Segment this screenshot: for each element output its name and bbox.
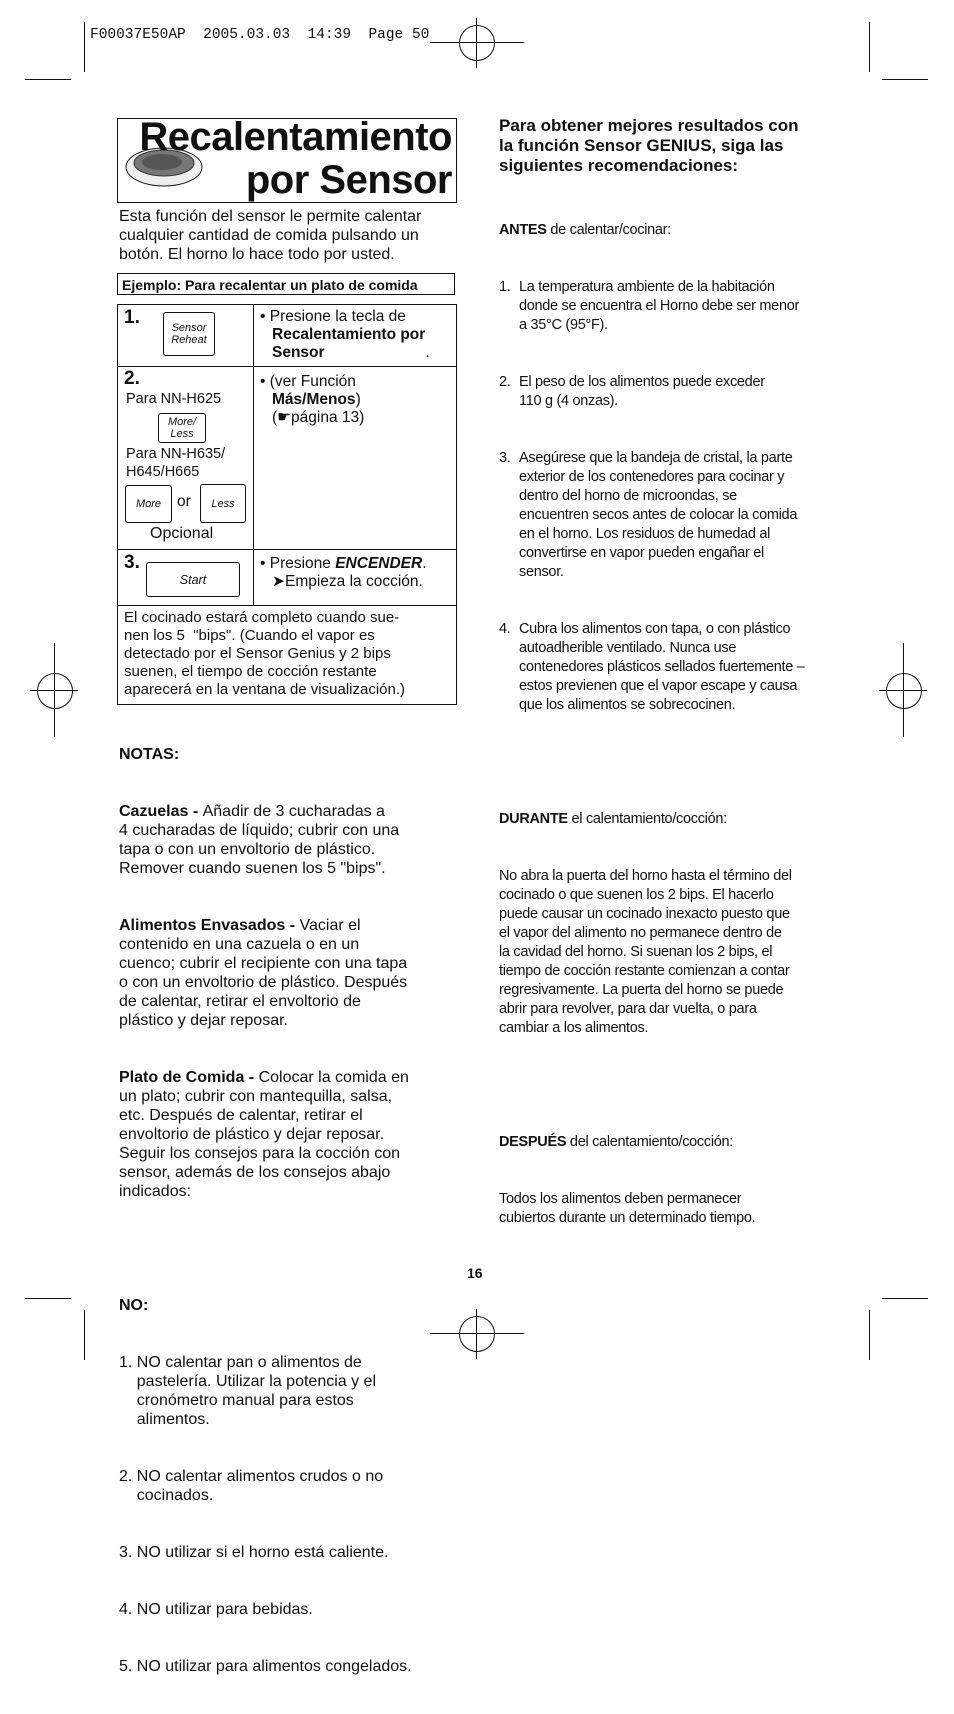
page-number: 16: [467, 1265, 483, 1281]
or-label: or: [177, 493, 191, 510]
after-body: Todos los alimentos deben permanecer cubiertos durante un determinado tiempo.: [499, 1191, 756, 1226]
before-item: 3. Asegúrese que la bandeja de cristal, la parte exterior de los contenedores para cocinar y dentro del horno de microondas, se encuentren secos antes de colocar la comida en el horno. Los residuos de humedad al convertirse en vapor pueden engañar el sensor.: [499, 450, 798, 580]
print-header: F00037E50AP 2005.03.03 14:39 Page 50: [90, 27, 430, 43]
right-column: [499, 116, 805, 1266]
less-key: Less: [200, 484, 246, 523]
page-title-line2: por Sensor: [245, 158, 452, 202]
title-box: [117, 115, 457, 203]
recommendations-heading: Para obtener mejores resultados con la función Sensor GENIUS, siga las siguientes recomendaciones:: [499, 116, 799, 175]
step-number: 2.: [124, 368, 140, 389]
before-item: 1. La temperatura ambiente de la habitación donde se encuentra el Horno debe ser menor a 35°C (95°F).: [499, 279, 800, 333]
notes-section: [119, 707, 412, 1714]
during-body: No abra la puerta del horno hasta el término del cocinado o que suenen los 2 bips. El hacerlo puede causar un cocinado inexacto puesto que el vapor del alimento no permanece dentro de la cavidad del horno. Si suenan los 2 bips, el tiempo de cocción restante comienzan a contar regresivamente. La puerta del horno se puede abrir para revolver, para dar vuelta, o para cambiar a los alimentos.: [499, 868, 792, 1036]
no-item: 2. NO calentar alimentos crudos o no cocinados.: [119, 1468, 384, 1504]
after-section: DESPUÉS del calentamiento/cocción: Todos los alimentos deben permanecer cubiertos durante un determinado tiempo.: [499, 1095, 805, 1266]
during-section: DURANTE el calentamiento/cocción: No abra la puerta del horno hasta el término del cocinado o que suenen los 2 bips. El hacerlo puede causar un cocinado inexacto puesto que el vapor del alimento no permanece dentro de la cavidad del horno. Si suenan los 2 bips, el tiempo de cocción restante comienzan a contar regresivamente. La puerta del horno se puede abrir para revolver, para dar vuelta, o para cambiar a los alimentos.: [499, 772, 805, 1076]
steps-table: [117, 304, 457, 705]
no-heading: NO:: [119, 1297, 149, 1314]
step-number: 1.: [124, 307, 140, 328]
note-item: Alimentos Envasados - Vaciar el contenido en una cazuela o en un cuenco; cubrir el recipiente con una tapa o con un envoltorio de plástico. Después de calentar, retirar el envoltorio de plástico y dejar reposar.: [119, 917, 408, 1029]
no-item: 4. NO utilizar para bebidas.: [119, 1601, 313, 1618]
no-item: 3. NO utilizar si el horno está caliente.: [119, 1544, 389, 1561]
start-key: Start: [146, 562, 240, 597]
no-item: 5. NO utilizar para alimentos congelados.: [119, 1658, 412, 1675]
sensor-reheat-key: Sensor Reheat: [163, 312, 215, 356]
model-label: Para NN-H625: [126, 391, 222, 407]
more-less-key: More/ Less: [158, 413, 206, 443]
completion-note: El cocinado estará completo cuando sue- nen los 5 "bips". (Cuando el vapor es detectado por el Sensor Genius y 2 bips suenen, el tiempo de cocción restante aparecerá en la ventana de visualización.): [124, 609, 406, 698]
no-item: 1. NO calentar pan o alimentos de pastelería. Utilizar la potencia y el cronómetro manual para estos alimentos.: [119, 1354, 377, 1428]
step-2-instruction: • (ver Función Más/Menos) (☛página 13): [260, 373, 365, 426]
page-title-line1: Recalentamiento: [139, 115, 452, 159]
notes-heading: NOTAS:: [119, 746, 180, 763]
step-1-instruction: • Presione la tecla de Recalentamiento por Sensor .: [260, 308, 430, 361]
step-3-instruction: • Presione ENCENDER. ➤Empieza la cocción.: [260, 555, 427, 590]
optional-label: Opcional: [150, 525, 214, 542]
before-item: 4. Cubra los alimentos con tapa, o con plástico autoadherible ventilado. Nunca use contenedores plásticos sellados fuertemente – estos previenen que el vapor escape y causa que los alimentos se sobrecocinen.: [499, 621, 805, 713]
before-section: ANTES de calentar/cocinar: 1. La temperatura ambiente de la habitación donde se encuentra el Horno debe ser menor a 35°C (95°F). 2. El peso de los alimentos puede exceder 110 g (4 onzas). 3. Asegúrese que la bandeja de cristal, la parte exterior de los contenedores para cocinar y dentro del horno de microondas, se encuentren secos antes de colocar la comida en el horno. Los residuos de humedad al convertirse en vapor pueden engañar el sensor. 4. Cubra los alimentos con tapa, o con plástico autoadherible ventilado. Nunca use contenedores plásticos sellados fuertemente – estos previenen que el vapor escape y causa que los alimentos se sobrecocinen.: [499, 222, 805, 713]
step-number: 3.: [124, 552, 140, 573]
example-heading: Ejemplo: Para recalentar un plato de comida: [117, 273, 455, 295]
note-item: Plato de Comida - Colocar la comida en un plato; cubrir con mantequilla, salsa, etc. Después de calentar, retirar el envoltorio de plástico y dejar reposar. Seguir los consejos para la cocción con sensor, además de los consejos abajo indicados:: [119, 1069, 409, 1200]
before-item: 2. El peso de los alimentos puede exceder 110 g (4 onzas).: [499, 374, 765, 409]
model-label: Para NN-H635/ H645/H665: [126, 446, 226, 480]
intro-text: Esta función del sensor le permite calentar cualquier cantidad de comida pulsando un botón. El horno lo hace todo por usted.: [119, 208, 422, 263]
note-item: Cazuelas - Añadir de 3 cucharadas a 4 cucharadas de líquido; cubrir con una tapa o con un envoltorio de plástico. Remover cuando suenen los 5 "bips".: [119, 803, 400, 877]
more-key: More: [125, 485, 172, 523]
